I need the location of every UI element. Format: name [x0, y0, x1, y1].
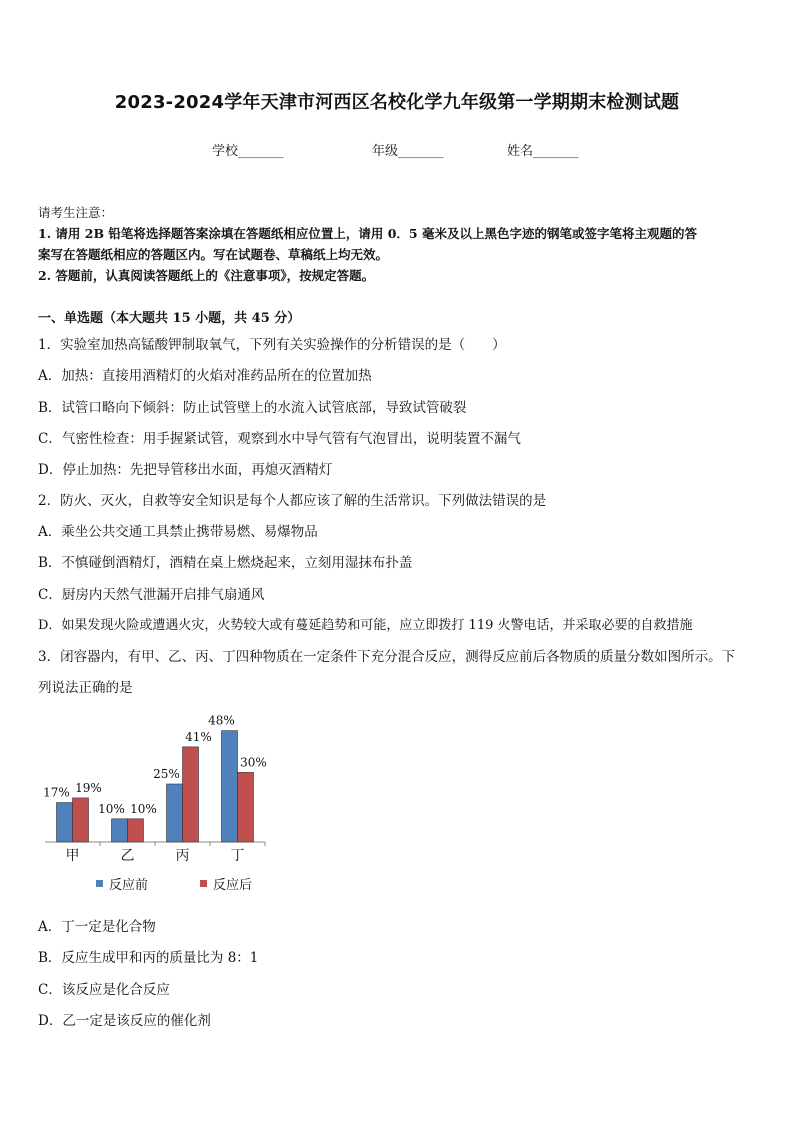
bar-after-0 [73, 798, 89, 842]
q3-option-b: B．反应生成甲和丙的质量比为 8：1 [38, 950, 259, 966]
category-label-0: 甲 [65, 848, 80, 864]
q1-option-a: A．加热：直接用酒精灯的火焰对准药品所在的位置加热 [38, 368, 372, 384]
grade-field: 年级_______ [372, 144, 444, 159]
bar-after-3 [238, 772, 254, 842]
school-field: 学校_______ [212, 144, 284, 159]
question-3-stem: 3．闭容器内，有甲、乙、丙、丁四种物质在一定条件下充分混合反应，测得反应前后各物质的质量分数如图所示。下 [38, 649, 736, 665]
q1-option-d: D．停止加热：先把导管移出水面，再熄灭酒精灯 [38, 462, 333, 478]
notice-line-1b: 案写在答题纸相应的答题区内。写在试题卷、草稿纸上均无效。 [38, 247, 389, 262]
q2-option-c: C．厨房内天然气泄漏开启排气扇通风 [38, 587, 265, 603]
category-label-2: 丙 [175, 848, 190, 864]
data-label-before-0: 17% [43, 785, 70, 800]
q3-option-d: D．乙一定是该反应的催化剂 [38, 1013, 211, 1029]
section-heading: 一、单选题（本大题共 15 小题，共 45 分） [38, 311, 301, 326]
data-label-after-3: 30% [240, 755, 267, 770]
notice-line-2: 2. 答题前，认真阅读答题纸上的《注意事项》，按规定答题。 [38, 268, 375, 283]
data-label-after-0: 19% [75, 780, 102, 795]
q1-option-b: B．试管口略向下倾斜：防止试管壁上的水流入试管底部，导致试管破裂 [38, 400, 467, 416]
data-label-after-1: 10% [130, 801, 157, 816]
q3-option-a: A．丁一定是化合物 [38, 919, 156, 935]
bar-before-3 [222, 731, 238, 842]
category-label-1: 乙 [120, 848, 135, 864]
q2-option-d: D．如果发现火险或遭遇火灾，火势较大或有蔓延趋势和可能，应立即拨打 119 火警电话，并采取必要的自救措施 [38, 618, 693, 633]
q1-option-c: C．气密性检查：用手握紧试管，观察到水中导气管有气泡冒出，说明装置不漏气 [38, 431, 521, 447]
data-label-before-3: 48% [208, 713, 235, 728]
legend-label-0: 反应前 [109, 878, 149, 893]
bar-before-2 [167, 784, 183, 842]
data-label-before-1: 10% [98, 801, 125, 816]
bar-before-1 [112, 819, 128, 842]
q2-option-a: A．乘坐公共交通工具禁止携带易燃、易爆物品 [38, 524, 318, 540]
bar-after-1 [128, 819, 144, 842]
page-title: 2023-2024学年天津市河西区名校化学九年级第一学期期末检测试题 [114, 92, 680, 113]
notice-heading: 请考生注意： [38, 205, 114, 220]
q3-option-c: C．该反应是化合反应 [38, 982, 170, 998]
category-label-3: 丁 [230, 848, 245, 864]
bar-chart [40, 700, 300, 905]
question-2-stem: 2．防火、灭火，自救等安全知识是每个人都应该了解的生活常识。下列做法错误的是 [38, 493, 547, 509]
chart-plot [43, 714, 267, 893]
question-3-stem-cont: 列说法正确的是 [38, 680, 133, 696]
data-label-before-2: 25% [153, 767, 180, 781]
notice-line-1: 1. 请用 2B 铅笔将选择题答案涂填在答题纸相应位置上，请用 0．5 毫米及以上黑色字迹的钢笔或签字笔将主观题的答 [38, 226, 697, 241]
legend-swatch-0 [96, 880, 103, 887]
legend-swatch-1 [200, 880, 207, 887]
question-1-stem: 1．实验室加热高锰酸钾制取氧气，下列有关实验操作的分析错误的是（ ） [38, 337, 506, 353]
bar-after-2 [183, 747, 199, 842]
legend-label-1: 反应后 [213, 878, 253, 893]
bar-before-0 [57, 803, 73, 842]
q2-option-b: B．不慎碰倒酒精灯，酒精在桌上燃烧起来，立刻用湿抹布扑盖 [38, 555, 413, 571]
data-label-after-2: 41% [185, 729, 212, 744]
name-field: 姓名_______ [507, 144, 579, 159]
